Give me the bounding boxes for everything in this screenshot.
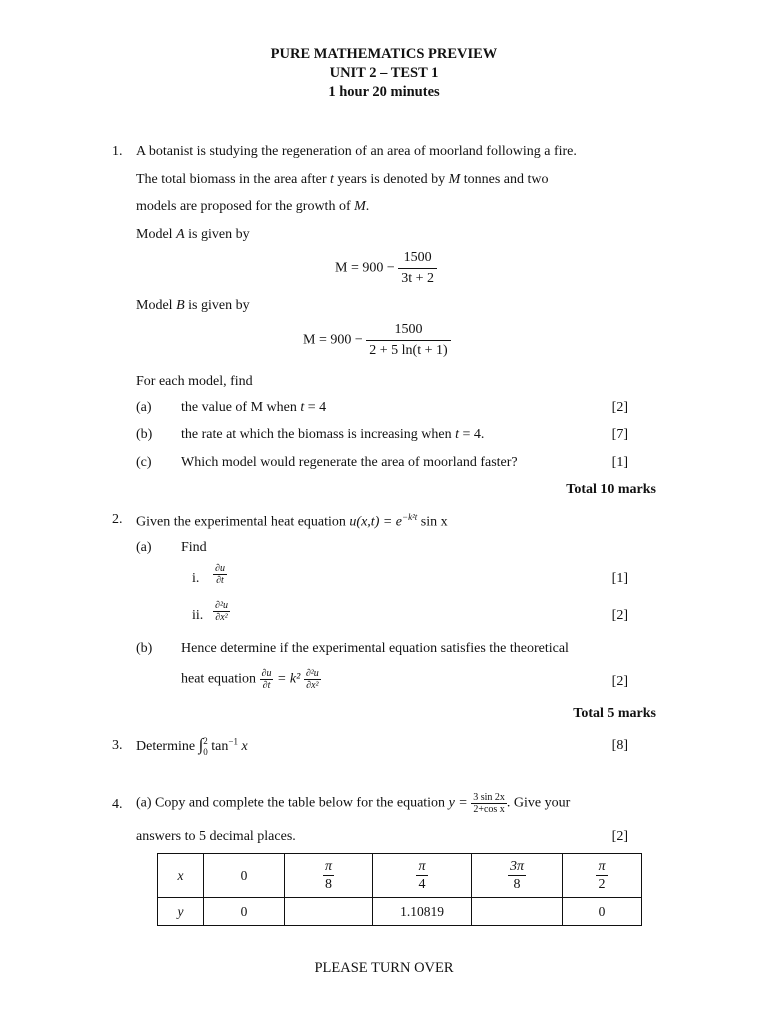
q1-equation-b: M = 900 − $\frac{1500}{2 + 5 \ln(t + 1)}$ xyxy=(303,322,451,359)
q4-text-line1: (a) Copy and complete the table below for the equation y = $\frac{3 \sin 2x}{\text{2+cos x}}$ . Give your xyxy=(136,792,571,815)
q1-part-b-marks: [7] xyxy=(611,427,628,442)
q1-equation-a: M = 900 − $\frac{1500}{3t + 2}$ xyxy=(335,250,437,287)
q2-part-a-text: Find xyxy=(181,540,207,555)
q1-part-a-text: the value of M when t = 4 xyxy=(181,400,327,415)
table-cell-x-3pi-8: $\frac{3\pi}{8}$ xyxy=(472,854,563,898)
header-duration: 1 hour 20 minutes xyxy=(328,84,440,100)
q2-part-a-i-marks: [1] xyxy=(611,571,628,586)
q2-part-a-label: (a) xyxy=(136,540,152,555)
q2-intro: Given the experimental heat equation $u(x,t) = e^{-k^2t}$ sin x xyxy=(136,512,448,530)
q3-text: Determine ∫ 2 0 $\tan^{-1} x$ xyxy=(136,735,248,757)
table-cell-x-pi-2: $\frac{\pi}{2}$ xyxy=(563,854,642,898)
q1-model-b-label: Model B is given by xyxy=(136,298,250,313)
q3-number: 3. xyxy=(112,738,123,753)
table-cell-x-0: 0 xyxy=(204,854,285,898)
q2-part-b-label: (b) xyxy=(136,641,153,656)
q2-part-a-i-label: i. xyxy=(192,571,200,586)
q1-intro-line2: The total biomass in the area after t years is denoted by M tonnes and two xyxy=(136,172,549,187)
q1-model-a-label: Model A is given by xyxy=(136,227,250,242)
q3-marks: [8] xyxy=(611,738,628,753)
q1-number: 1. xyxy=(112,144,123,159)
q1-part-a-label: (a) xyxy=(136,400,152,415)
q4-marks: [2] xyxy=(611,829,628,844)
table-header-x: x xyxy=(158,854,204,898)
q1-part-b-label: (b) xyxy=(136,427,153,442)
q1-part-b-text: the rate at which the biomass is increasing when t = 4. xyxy=(181,427,485,442)
table-cell-y-4: 0 xyxy=(563,898,642,926)
q2-total-marks: Total 5 marks xyxy=(573,706,656,721)
table-row-y xyxy=(158,898,642,926)
table-cell-y-1 xyxy=(285,898,373,926)
q2-partial-u-xx: $\frac{\text{∂²u}}{\text{∂x²}}$ xyxy=(215,600,228,623)
table-cell-x-pi-8: $\frac{\pi}{8}$ xyxy=(285,854,373,898)
table-cell-y-3 xyxy=(472,898,563,926)
table-header-y: y xyxy=(158,898,204,926)
q1-part-a-marks: [2] xyxy=(611,400,628,415)
q1-intro-line1: A botanist is studying the regeneration of an area of moorland following a fire. xyxy=(136,144,577,159)
header-unit: UNIT 2 – TEST 1 xyxy=(329,65,439,81)
q4-values-table xyxy=(157,853,642,926)
q2-part-b-text-line2: heat equation $\frac{\partial u}{\partial t}$ = k² $\frac{\text{∂²u}}{\text{∂x²}}$ xyxy=(181,668,319,691)
q1-intro-line3: models are proposed for the growth of M. xyxy=(136,199,370,214)
q1-part-c-label: (c) xyxy=(136,455,152,470)
table-cell-y-0: 0 xyxy=(204,898,285,926)
q4-text-line2: answers to 5 decimal places. xyxy=(136,829,296,844)
table-cell-y-2: 1.10819 xyxy=(373,898,472,926)
q2-number: 2. xyxy=(112,512,123,527)
q2-partial-u-t: $\frac{\partial u}{\partial t}$ xyxy=(215,563,225,586)
header-title: PURE MATHEMATICS PREVIEW xyxy=(270,46,498,62)
q2-part-a-ii-marks: [2] xyxy=(611,608,628,623)
q4-number: 4. xyxy=(112,797,123,812)
q1-part-c-marks: [1] xyxy=(611,455,628,470)
q2-part-a-ii-label: ii. xyxy=(192,608,204,623)
q2-part-b-marks: [2] xyxy=(611,674,628,689)
q1-part-c-text: Which model would regenerate the area of moorland faster? xyxy=(181,455,518,470)
table-cell-x-pi-4: $\frac{\pi}{4}$ xyxy=(373,854,472,898)
table-row-x xyxy=(158,854,642,898)
q1-total-marks: Total 10 marks xyxy=(566,482,656,497)
q1-for-each: For each model, find xyxy=(136,374,253,389)
footer-turn-over: PLEASE TURN OVER xyxy=(314,960,454,976)
q2-part-b-text-line1: Hence determine if the experimental equation satisfies the theoretical xyxy=(181,641,569,656)
